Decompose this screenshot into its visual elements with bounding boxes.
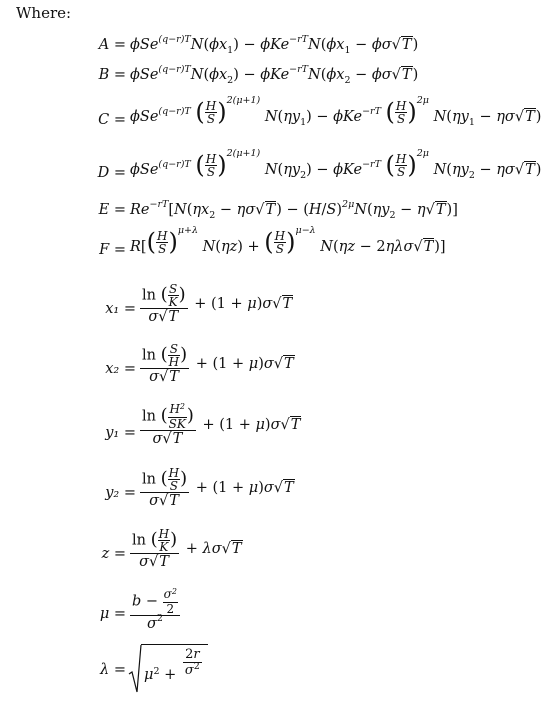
equation-y2-rhs: ln ( $\frac{H}{S}$ ) σ√T + (1 + μ)σ√T: [142, 466, 294, 509]
equation-z-lhs: z =: [101, 546, 126, 562]
equation-x2-rhs: ln ( $\frac{S}{H}$ ) σ√T + (1 + μ)σ√T: [142, 342, 294, 385]
where-label: Where:: [16, 4, 72, 22]
equation-a-rhs: $\phi Se^{(q-r)T}N(\phi x_1) - \phi Ke^{-rT}N(\phi x_1 - \phi\sigma√T)$: [130, 34, 419, 56]
equation-f-rhs: R[( $\frac{H}{S}$ )$^{\mu+\lambda}$ N(ηz) + ( $\frac{H}{S}$ )$^{\mu-\lambda}$ N(ηz − 2ηλσ√T)]: [130, 224, 446, 256]
equation-y1-lhs: y₁ =: [105, 425, 136, 441]
equation-b-lhs: B =: [98, 67, 126, 83]
equation-e-lhs: E =: [98, 202, 126, 218]
equation-x1-lhs: x₁ =: [105, 301, 136, 317]
equation-lambda-lhs: λ =: [100, 662, 126, 678]
equation-x1-rhs: ln ( $\frac{S}{K}$ ) σ√T + (1 + μ)σ√T: [142, 282, 293, 325]
equation-d-rhs: ϕSe$^{(q-r)T}$ ( $\frac{H}{S}$ )$^{2(\mu+1)}$ $N(\eta y_2) - \phi Ke^{-rT}$ ( $\frac{H}{S}$ )$^{2\mu}$ $N(\eta y_2 - \eta\sigma√T)$: [130, 147, 542, 181]
equation-a-lhs: A =: [98, 37, 126, 53]
equation-c-lhs: C =: [98, 112, 126, 128]
equation-x2-lhs: x₂ =: [105, 361, 136, 377]
equation-f-lhs: F =: [99, 242, 126, 258]
equation-mu-lhs: μ =: [99, 606, 126, 622]
equation-e-rhs: $Re^{-rT}[N(\eta x_2 - \eta\sigma√T) - (H/S)^{2\mu}N(\eta y_2 - \eta√T)]$: [130, 199, 458, 221]
equation-mu-rhs: b − $\frac{\sigma^2}{2}$ $\sigma^2$: [128, 588, 182, 632]
equation-d-lhs: D =: [97, 165, 126, 181]
equation-c-rhs: ϕSe$^{(q-r)T}$ ( $\frac{H}{S}$ )$^{2(\mu+1)}$ $N(\eta y_1) - \phi Ke^{-rT}$ ( $\frac{H}{S}$ )$^{2\mu}$ $N(\eta y_1 - \eta\sigma√T)$: [130, 94, 542, 128]
equation-b-rhs: $\phi Se^{(q-r)T}N(\phi x_2) - \phi Ke^{-rT}N(\phi x_2 - \phi\sigma√T)$: [130, 64, 419, 86]
equation-y2-lhs: y₂ =: [105, 485, 136, 501]
equation-z-rhs: ln ( $\frac{H}{K}$ ) σ√T + λσ√T: [132, 527, 242, 570]
equation-y1-rhs: ln ( $\frac{H^2}{SK}$ ) σ√T + (1 + μ)σ√T: [142, 402, 301, 447]
sqrt-radical-icon: [128, 644, 142, 694]
